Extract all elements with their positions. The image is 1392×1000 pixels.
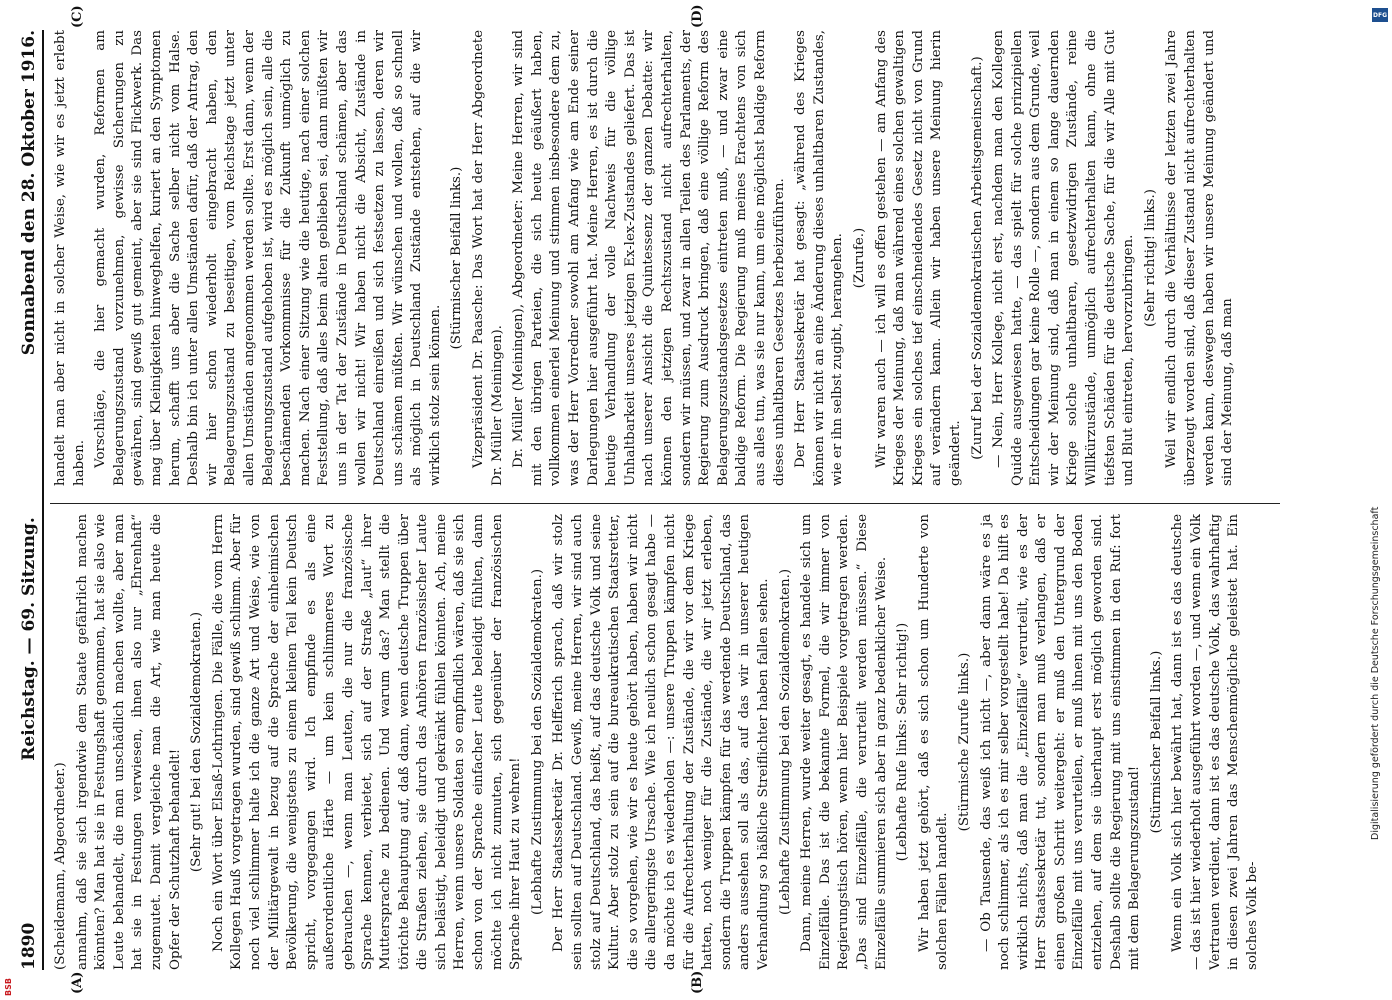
paragraph: Weil wir endlich durch die Verhältnisse der letzten zwei Jahre überzeugt worden sind, daß dieser Zustand nicht aufrechterhalten werden kann, deswegen haben wir unsere Meinung geändert und sind der Meinung, daß man bbox=[1164, 30, 1236, 486]
paragraph: annahm, daß sie sich irgendwie dem Staate gefährlich machen könnten? Man hat sie in Festungshaft genommen, hat sie also wie Leute behandelt, die man unschädlich machen wollte, aber man hat sie in Festungen verwiesen, ihnen also nur „Ehrenhaft“ zugemutet. Damit vergleiche man die Art, wie man heute die Opfer der Schutzhaft behandelt! bbox=[74, 514, 183, 970]
paragraph: (Stürmischer Beifall links.) bbox=[1148, 650, 1164, 834]
paragraph: Dr. Müller (Meiningen), Abgeordneter: Meine Herren, wir sind mit den übrigen Parteien, die sich heute geäußert haben, vollkommen einerlei Meinung und stimmen insbesondere dem zu, was der Herr Vorredner sowohl am Anfang wie am Ende seiner Darlegungen hier ausgeführt hat. Meine Herren, es ist durch die heutige Verhandlung der volle Nachweis für die völlige Unhaltbarkeit unseres jetzigen Ex-lex-Zustandes geliefert. Das ist nach unserer Ansicht die Quintessenz der ganzen Debatte: wir können den jetzigen Rechtszustand nicht aufrechterhalten, sondern wir müssen, und zwar in allen Teilen des Parlaments, der Regierung zum Ausdruck bringen, daß eine völlige Reform des Belagerungszustandsgesetzes eintreten muß, — und zwar eine baldige Reform. Die Regierung muß meines Erachtens von sich aus alles tun, was sie nur kann, um eine möglichst baldige Reform dieses unhaltbaren Gesetzes herbeizuführen. bbox=[511, 30, 787, 486]
paragraph: Vizepräsident Dr. Paasche: Das Wort hat der Herr Abgeordnete Dr. Müller (Meiningen). bbox=[471, 30, 505, 486]
paragraph: (Lebhafte Zustimmung bei den Sozialdemokraten.) bbox=[529, 568, 545, 916]
bsb-mark: BSB bbox=[4, 978, 13, 996]
page-header bbox=[8, 30, 44, 970]
paragraph: Vorschläge, die hier gemacht wurden, Reformen am Belagerungszustand vorzunehmen, gewisse Sicherungen zu gewähren, sind gewiß gut gemeint, aber sie sind Flickwerk. Das mag über Kleinigkeiten hinweghelfen, kuriert an den Symptomen herum, schafft uns aber die Sache selber nicht vom Halse. Deshalb bin ich unter allen Umständen dafür, daß der Antrag, den wir hier schon wiederholt eingebracht haben, den Belagerungszustand zu beseitigen, vom Reichstage jetzt unter allen Umständen angenommen werden sollte. Erst dann, wenn der Belagerungszustand aufgehoben ist, wird es möglich sein, alle die beschämenden Vorkommnisse für die Zukunft unmöglich zu machen. Nach einer Sitzung wie die heutige, nach einer solchen Feststellung, daß alles beim alten geblieben sei, dann müßten wir uns in der Tat der Zustände in Deutschland schämen, aber das wollen wir nicht! Wir haben nicht die Absicht, Zustände in Deutschland einreißen und sich festsetzen zu lassen, deren wir uns schämen müßten. Wir wünschen und wollen, daß so schnell als möglich in Deutschland Zustände entstehen, auf die wir wirklich stolz sein können. bbox=[93, 30, 443, 486]
margin-marker-d: (D) bbox=[690, 4, 705, 28]
paragraph: handelt man aber nicht in solcher Weise, wie wir es jetzt erlebt haben. bbox=[53, 30, 87, 486]
paragraph: Wir waren auch — ich will es offen gestehen — am Anfang des Krieges der Meinung, daß man während eines solchen gewaltigen Krieges ein solches tief einschneidendes Gesetz nicht von Grund auf verändern kann. Allein wir haben unsere Meinung hierin geändert. bbox=[873, 30, 963, 486]
header-date: Sonnabend den 28. Oktober 1916. bbox=[19, 30, 39, 356]
paragraph: Der Herr Staatssekretär Dr. Helfferich sprach, daß wir stolz sein sollten auf Deutschland. Gewiß, meine Herren, wir sind auch stolz auf Deutschland, das heißt, auf das deutsche Volk und seine Kultur. Aber stolz zu sein auf die bureaukratischen Staatsretter, die so vorgehen, wie wir es heute gehört haben, haben wir nicht die allergeringste Ursache. Wie ich neulich schon gesagt habe — da möchte ich es wiederholen —: unsere Truppen kämpfen nicht für die Aufrechterhaltung der Zustände, die wir vor dem Kriege hatten, noch weniger für die Zustände, die wir jetzt erleben, sondern die Truppen kämpfen für das werdende Deutschland, das anders aussehen soll als das, auf das wir in unserer heutigen Verhandlung so häßliche Streiflichter haben fallen sehen. bbox=[551, 514, 771, 970]
paragraph: Der Herr Staatssekretär hat gesagt: „während des Krieges können wir nicht an eine Änderung dieses unhaltbaren Zustandes, wie er ihn selbst zugibt, herangehen. bbox=[793, 30, 846, 486]
margin-marker-b: (B) bbox=[690, 970, 705, 994]
paragraph: (Scheidemann, Abgeordneter.) bbox=[53, 762, 68, 970]
paragraph: Dann, meine Herren, wurde weiter gesagt, es handele sich um Einzelfälle. Das ist die bekannte Formel, die wir immer von Regierungstisch hören, wenn hier Beispiele vorgetragen werden. „Das sind Einzelfälle, die verurteilt werden müssen.“ Diese Einzelfälle summieren sich aber in ganz bedenklicher Weise. bbox=[799, 514, 889, 970]
paragraph: (Lebhafte Zustimmung bei den Sozialdemokraten.) bbox=[777, 568, 793, 916]
right-column bbox=[52, 30, 1282, 486]
left-column bbox=[52, 514, 1282, 970]
paragraph: (Zurufe.) bbox=[851, 227, 867, 289]
paragraph: (Sehr richtig! links.) bbox=[1142, 189, 1158, 327]
paragraph: (Zuruf bei der Sozialdemokratischen Arbeitsgemeinschaft.) bbox=[969, 56, 985, 460]
column-divider bbox=[50, 503, 1280, 504]
paragraph: — Ob Tausende, das weiß ich nicht —, aber dann wäre es ja noch schlimmer, als ich es mir selber vorgestellt habe! Da hilft es wirklich nichts, daß man die „Einzelfälle“ verurteilt, wie es der Herr Staatssekretär tut, sondern man muß verlangen, daß er einen großen Schritt weitergeht: er muß den Untergrund der Einzelfälle mit uns verurteilen, er muß ihnen mit uns den Boden entziehen, auf dem sie überhaupt erst möglich geworden sind. Deshalb sollte die Regierung mit uns einstimmen in den Ruf: fort mit dem Belagerungszustand! bbox=[978, 514, 1143, 970]
dfg-logo: DFG bbox=[1372, 8, 1388, 22]
page-number: 1890 bbox=[19, 922, 39, 970]
paragraph: (Lebhafte Rufe links: Sehr richtig!) bbox=[895, 622, 911, 862]
paragraph: Wenn ein Volk sich hier bewährt hat, dann ist es das deutsche — das ist hier wiederholt ausgeführt worden —, und wenn ein Volk Vertrauen verdient, dann ist es das deutsche Volk, das wahrhaftig in diesen zwei Jahren das Menschenmögliche geleistet hat. Ein solches Volk be- bbox=[1170, 514, 1260, 970]
paragraph: (Sehr gut! bei den Sozialdemokraten.) bbox=[189, 611, 205, 873]
margin-marker-c: (C) bbox=[70, 5, 85, 28]
paragraph: — Nein, Herr Kollege, nicht erst, nachdem man den Kollegen Quidde ausgewiesen hatte, — das spielt für solche prinzipiellen Entscheidungen gar keine Rolle —, sondern aus dem Grunde, weil wir der Meinung sind, daß man in einem so lange dauernden Kriege solche unhaltbaren, gesetzwidrigen Zustände, reine Willkürzustände, unmöglich aufrechterhalten kann, ohne die tiefsten Schäden für die deutsche Sache, für die wir Alle mit Gut und Blut eintreten, hervorzubringen. bbox=[991, 30, 1137, 486]
digitization-credit: Digitalisierung gefördert durch die Deutsche Forschungsgemeinschaft bbox=[1370, 506, 1381, 840]
paragraph: Wir haben jetzt gehört, daß es sich schon um Hunderte von solchen Fällen handelt. bbox=[916, 514, 951, 970]
paragraph: (Stürmische Zurufe links.) bbox=[956, 652, 972, 832]
header-session-title: Reichstag. — 69. Sitzung. bbox=[19, 517, 39, 761]
margin-marker-a: (A) bbox=[70, 971, 85, 994]
paragraph: Noch ein Wort über Elsaß-Lothringen. Die Fälle, die vom Herrn Kollegen Hauß vorgetragen wurden, sind gewiß schlimm. Aber für noch viel schlimmer halte ich die ganze Art und Weise, wie von der Militärgewalt in bezug auf die Sprache der einheimischen Bevölkerung, die wenigstens zu einem kleinen Teil kein Deutsch spricht, vorgegangen wird. Ich empfinde es als eine außerordentliche Härte — um kein schlimmeres Wort zu gebrauchen —, wenn man Leuten, die nur die französische Sprache kennen, verbietet, sich auf der Straße „laut“ ihrer Muttersprache zu bedienen. Und warum das? Man stellt die törichte Behauptung auf, daß dann, wenn deutsche Truppen über die Straßen ziehen, sie durch das Anhören französischer Laute sich belästigt, beleidigt und gekränkt fühlen könnten. Ach, meine Herren, wenn unsere Soldaten so empfindlich wären, daß sie sich schon von der Sprache einfacher Leute beleidigt fühlten, dann möchte ich nicht zumuten, sich gegenüber der französischen Sprache ihrer Haut zu wehren! bbox=[210, 514, 524, 970]
paragraph: (Stürmischer Beifall links.) bbox=[449, 166, 465, 350]
